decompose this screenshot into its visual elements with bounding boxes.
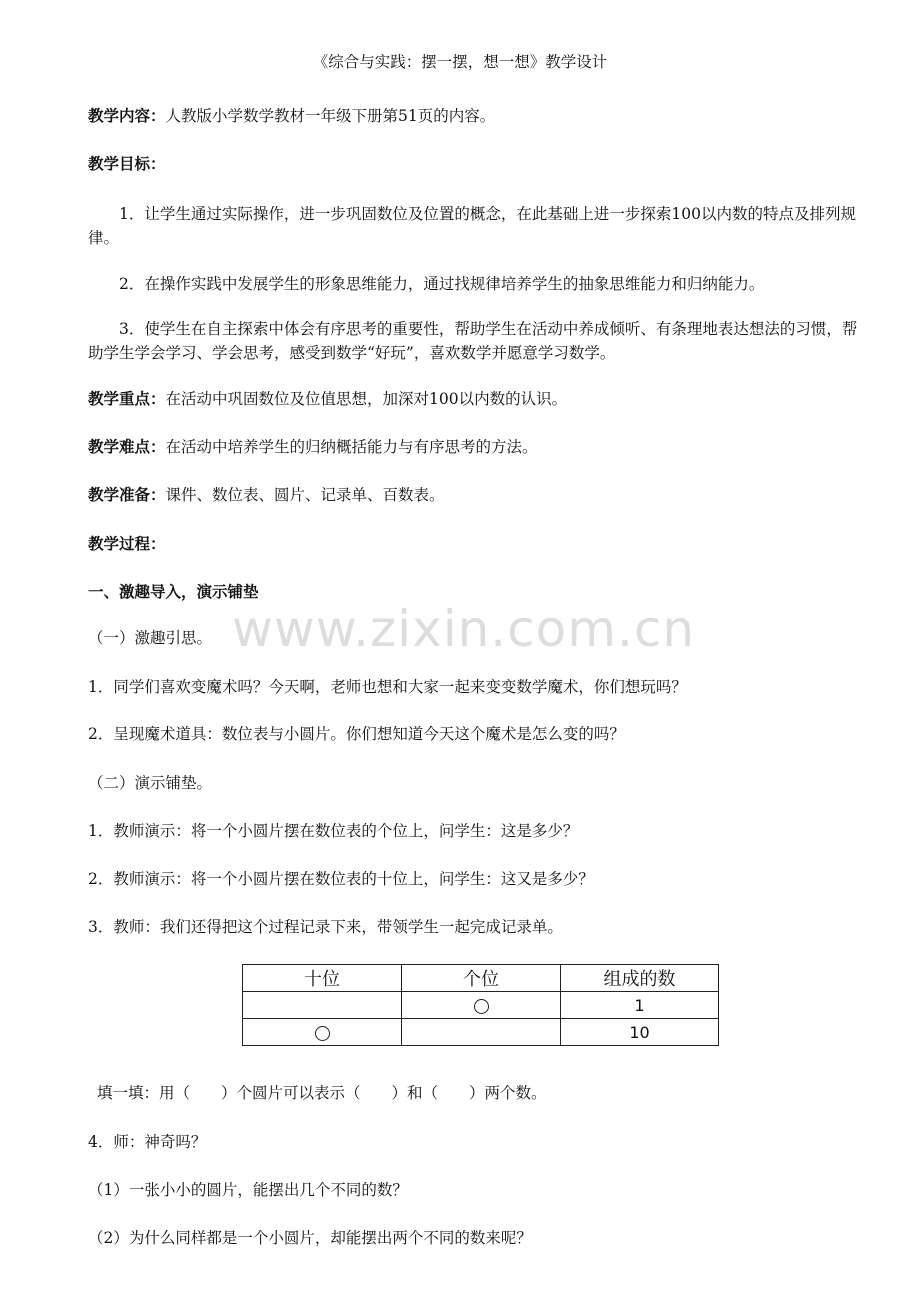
table-cell-number: 1 (561, 992, 719, 1019)
step4-text: 4．师：神奇吗？ (88, 1133, 207, 1151)
part1-item: 1．同学们喜欢变魔术吗？今天啊，老师也想和大家一起来变变数学魔术，你们想玩吗？ (88, 678, 687, 696)
preparation (88, 484, 445, 506)
key-points (88, 388, 567, 410)
process-label: 教学过程： (88, 534, 166, 553)
table-header-ones: 个位 (402, 965, 561, 992)
teaching-content-text: 人教版小学数学教材一年级下册第51页的内容。 (165, 107, 496, 125)
record-table (242, 964, 719, 1046)
circle-chip-icon (315, 1026, 330, 1041)
teaching-goals-label: 教学目标： (88, 154, 166, 173)
watermark: www.zixin.com.cn (232, 600, 696, 658)
key-points-label: 教学重点： (88, 389, 166, 408)
part1-item: 2．呈现魔术道具：数位表与小圆片。你们想知道今天这个魔术是怎么变的吗？ (88, 725, 625, 743)
goal-item: 2．在操作实践中发展学生的形象思维能力，通过找规律培养学生的抽象思维能力和归纳能力。 (119, 275, 765, 293)
preparation-text: 课件、数位表、圆片、记录单、百数表。 (165, 486, 445, 504)
part-heading: （一）激趣引思。 (88, 629, 213, 647)
difficulties-text: 在活动中培养学生的归纳概括能力与有序思考的方法。 (165, 438, 538, 456)
document-title: 《综合与实践：摆一摆，想一想》教学设计 (312, 53, 608, 71)
part2-item: 3．教师：我们还得把这个过程记录下来，带领学生一起完成记录单。 (88, 918, 563, 936)
table-cell-ones (402, 1019, 561, 1046)
goal-item: 1．让学生通过实际操作，进一步巩固数位及位置的概念，在此基础上进一步探索100以内数的特点及排列规律。 (88, 205, 856, 247)
key-points-text: 在活动中巩固数位及位值思想，加深对100以内数的认识。 (165, 390, 568, 408)
question-item: （1）一张小小的圆片，能摆出几个不同的数？ (88, 1181, 408, 1199)
difficulties (88, 436, 538, 458)
table-row (243, 992, 719, 1019)
section-heading: 一、激趣导入，演示铺垫 (88, 582, 259, 601)
table-cell-ones (402, 992, 561, 1019)
preparation-label: 教学准备： (88, 485, 166, 504)
question-item: （2）为什么同样都是一个小圆片，却能摆出两个不同的数来呢？ (88, 1229, 532, 1247)
part2-item: 1．教师演示：将一个小圆片摆在数位表的个位上，问学生：这是多少？ (88, 822, 579, 840)
table-cell-tens (243, 992, 402, 1019)
difficulties-label: 教学难点： (88, 437, 166, 456)
goal-item: 3．使学生在自主探索中体会有序思考的重要性，帮助学生在活动中养成倾听、有条理地表达想法的习惯，帮助学生学会学习、学会思考，感受到数学“好玩”，喜欢数学并愿意学习数学。 (88, 320, 858, 362)
table-cell-tens (243, 1019, 402, 1046)
teaching-content-label: 教学内容： (88, 106, 166, 125)
fill-blank: 填一填：用（ ）个圆片可以表示（ ）和（ ）两个数。 (97, 1084, 547, 1102)
circle-chip-icon (474, 999, 489, 1014)
table-row (243, 1019, 719, 1046)
teaching-content (88, 105, 495, 127)
table-cell-number: 10 (561, 1019, 719, 1046)
table-header-row (243, 965, 719, 992)
part2-item: 2．教师演示：将一个小圆片摆在数位表的十位上，问学生：这又是多少？ (88, 870, 594, 888)
part-heading: （二）演示铺垫。 (88, 774, 213, 792)
table-header-tens: 十位 (243, 965, 402, 992)
table-header-number: 组成的数 (561, 965, 719, 992)
